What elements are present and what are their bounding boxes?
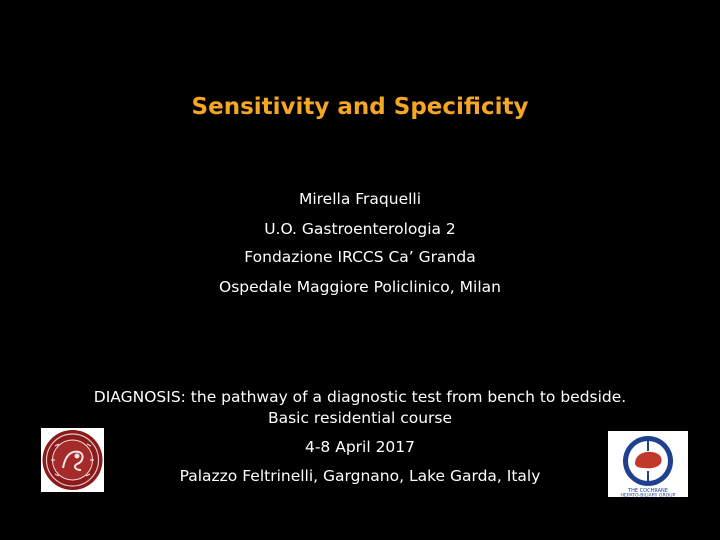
course-venue: Palazzo Feltrinelli, Gargnano, Lake Garda, Italy: [179, 467, 541, 485]
course-dates: 4-8 April 2017: [304, 438, 416, 456]
course-subtitle: Basic residential course: [267, 409, 453, 427]
slide-title: Sensitivity and Specificity: [191, 94, 529, 120]
author-name: Mirella Fraquelli: [298, 190, 422, 208]
svg-text:HEPATO-BILIARY GROUP: HEPATO-BILIARY GROUP: [620, 493, 676, 497]
affiliation-unit: U.O. Gastroenterologia 2: [264, 220, 456, 238]
svg-text:THE COCHRANE: THE COCHRANE: [628, 488, 668, 494]
affiliation-hospital: Ospedale Maggiore Policlinico, Milan: [219, 278, 501, 296]
university-seal-icon: [41, 428, 104, 492]
affiliation-foundation: Fondazione IRCCS Ca’ Granda: [244, 248, 476, 266]
course-title: DIAGNOSIS: the pathway of a diagnostic test from bench to bedside.: [93, 388, 627, 406]
cochrane-hepato-biliary-group-logo: [608, 431, 688, 497]
